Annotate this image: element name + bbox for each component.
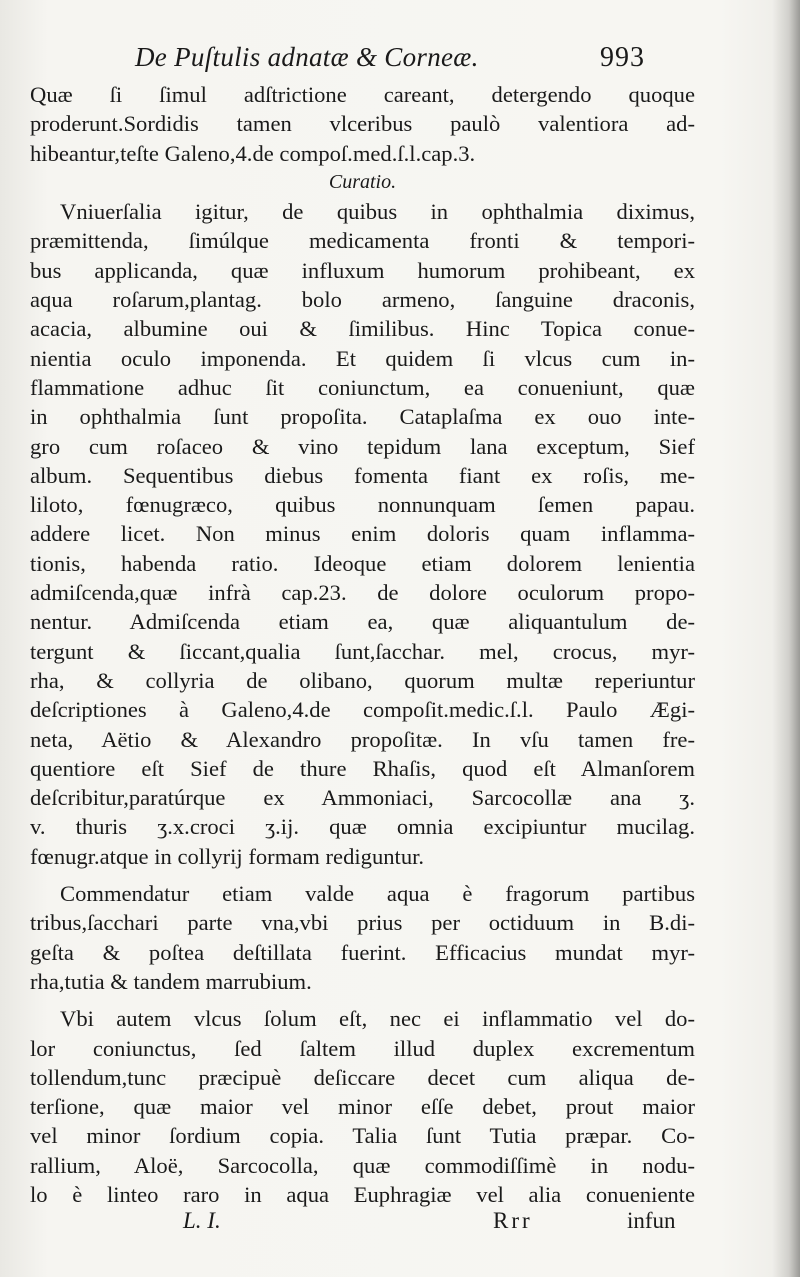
section-heading: Curatio. <box>328 170 397 193</box>
text-line: album. Sequentibus diebus fomenta fiant ex roſis, me- <box>30 462 695 488</box>
text-line: rha, & collyria de olibano, quorum multæ reperiuntur <box>30 667 695 693</box>
text-line: quentiore eſt Sief de thure Rhaſis, quod eſt Almanſorem <box>30 755 695 781</box>
text-line: neta, Aëtio & Alexandro propoſitæ. In vſu tamen fre- <box>30 726 695 752</box>
text-line: v. thuris ʒ.x.croci ʒ.ij. quæ omnia excipiuntur mucilag. <box>30 814 695 840</box>
text-line: addere licet. Non minus enim doloris quam inflamma- <box>30 521 695 547</box>
text-line: rha,tutia & tandem marrubium. <box>30 968 312 994</box>
text-line: nentur. Admiſcenda etiam ea, quæ aliquantulum de- <box>30 609 695 635</box>
text-line: deſcribitur,paratúrque ex Ammoniaci, Sarcocollæ ana ʒ. <box>30 785 695 811</box>
text-line: vel minor ſordium copia. Talia ſunt Tutia præpar. Co- <box>30 1123 695 1149</box>
text-line: bus applicanda, quæ influxum humorum prohibeant, ex <box>30 257 695 283</box>
text-line: Quæ ſi ſimul adſtrictione careant, detergendo quoque <box>30 82 695 107</box>
text-line: proderunt.Sordidis tamen vlceribus paulò valentiora ad- <box>30 111 695 137</box>
text-line: Vbi autem vlcus ſolum eſt, nec ei inflammatio vel do- <box>60 1006 695 1032</box>
text-line: præmittenda, ſimúlque medicamenta fronti & tempori- <box>30 228 695 254</box>
page-gutter-shadow <box>772 0 800 1277</box>
text-line: lor coniunctus, ſed ſaltem illud duplex excrementum <box>30 1035 695 1061</box>
text-line: acacia, albumine oui & ſimilibus. Hinc Topica conue- <box>30 316 695 342</box>
paragraph-gap <box>30 871 695 879</box>
body-text <box>30 80 695 1209</box>
text-line: rallium, Aloë, Sarcocolla, quæ commodiſſimè in nodu- <box>30 1152 695 1178</box>
page-header <box>0 38 800 82</box>
text-line: fœnugr.atque in collyrij formam rediguntur. <box>30 843 425 869</box>
signature-left: L. I. <box>183 1208 221 1233</box>
signature-mark: Rrr <box>493 1208 533 1233</box>
text-line: hibeantur,teſte Galeno,4.de compoſ.med.ſ.l.cap.3. <box>30 140 476 166</box>
page-number: 993 <box>600 42 645 73</box>
paragraph-gap <box>30 996 695 1004</box>
catchword: infun <box>627 1208 676 1233</box>
text-line: nientia oculo imponenda. Et quidem ſi vlcus cum in- <box>30 345 695 371</box>
text-line: tollendum,tunc præcipuè deſiccare decet cum aliqua de- <box>30 1064 695 1090</box>
text-line: aqua roſarum,plantag. bolo armeno, ſanguine draconis, <box>30 287 695 313</box>
text-line: lo è linteo raro in aqua Euphragiæ vel alia conueniente <box>30 1181 695 1207</box>
text-line: deſcriptiones à Galeno,4.de compoſit.medic.ſ.l. Paulo Ægi- <box>30 697 695 723</box>
text-line: admiſcenda,quæ infrà cap.23. de dolore oculorum propo- <box>30 580 695 606</box>
text-line: geſta & poſtea deſtillata fuerint. Efficacius mundat myr- <box>30 939 695 965</box>
text-line: liloto, fœnugræco, quibus nonnunquam ſemen papau. <box>30 492 695 518</box>
text-line: tribus,ſacchari parte vna,vbi prius per octiduum in B.di- <box>30 910 695 936</box>
text-line: tergunt & ſiccant,qualia ſunt,ſacchar. mel, crocus, myr- <box>30 638 695 664</box>
text-line: tionis, habenda ratio. Ideoque etiam dolorem lenientia <box>30 550 695 576</box>
text-line: flammatione adhuc ſit coniunctum, ea conueniunt, quæ <box>30 374 695 400</box>
text-line: terſione, quæ maior vel minor eſſe debet, prout maior <box>30 1094 695 1120</box>
running-title: De Puſtulis adnatæ & Corneæ. <box>135 42 479 72</box>
page-footer <box>0 1204 800 1244</box>
text-line: in ophthalmia ſunt propoſita. Cataplaſma ex ouo inte- <box>30 404 695 430</box>
text-line: gro cum roſaceo & vino tepidum lana exceptum, Sief <box>30 433 695 459</box>
text-line: Commendatur etiam valde aqua è fragorum partibus <box>60 881 695 907</box>
text-line: Vniuerſalia igitur, de quibus in ophthalmia diximus, <box>60 199 695 225</box>
